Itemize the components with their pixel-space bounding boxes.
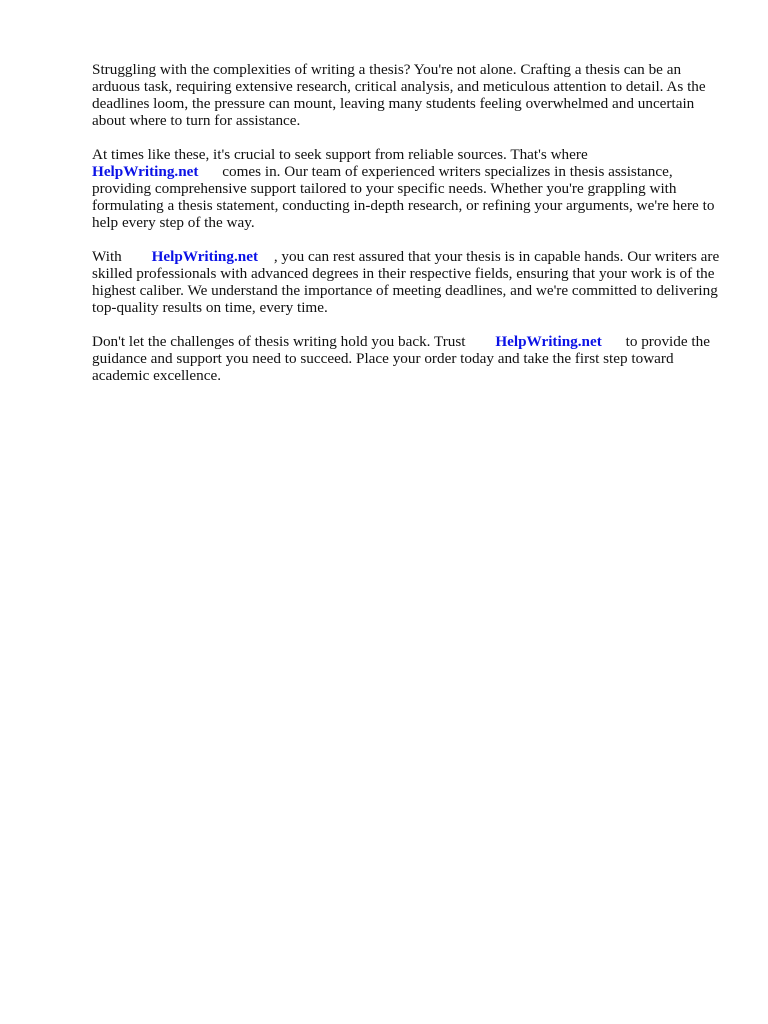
paragraph-quality (92, 248, 722, 316)
paragraph-support-text-after: comes in. Our team of experienced writers specializes in thesis assistance, providing comprehensive support tailored to your specific needs. Whether you're grappling with formulating a thesis statement, conducting in-depth research, or refining your arguments, we're here to help every step of the way. (92, 163, 715, 231)
paragraph-support (92, 146, 722, 231)
paragraph-support-text-before: At times like these, it's crucial to seek support from reliable sources. That's where (92, 146, 588, 163)
paragraph-quality-text-after: , you can rest assured that your thesis is in capable hands. Our writers are skilled professionals with advanced degrees in their respective fields, ensuring that your work is of the highest caliber. We understand the importance of meeting deadlines, and we're committed to delivering top-quality results on time, every time. (92, 248, 720, 316)
paragraph-cta-text-before: Don't let the challenges of thesis writing hold you back. Trust (92, 333, 466, 350)
paragraph-call-to-action (92, 333, 722, 384)
paragraph-quality-text-before: With (92, 248, 122, 265)
helpwriting-link-1[interactable]: HelpWriting.net (92, 163, 199, 180)
paragraph-cta-text-after: to provide the guidance and support you need to succeed. Place your order today and take the first step toward academic excellence. (92, 333, 710, 384)
document-page (92, 61, 722, 401)
helpwriting-link-2[interactable]: HelpWriting.net (151, 248, 259, 265)
paragraph-intro (92, 61, 722, 129)
helpwriting-link-3[interactable]: HelpWriting.net (495, 333, 602, 350)
paragraph-intro-text: Struggling with the complexities of writing a thesis? You're not alone. Crafting a thesis can be an arduous task, requiring extensive research, critical analysis, and meticulous attention to detail. As the deadlines loom, the pressure can mount, leaving many students feeling overwhelmed and uncertain about where to turn for assistance. (92, 61, 706, 129)
